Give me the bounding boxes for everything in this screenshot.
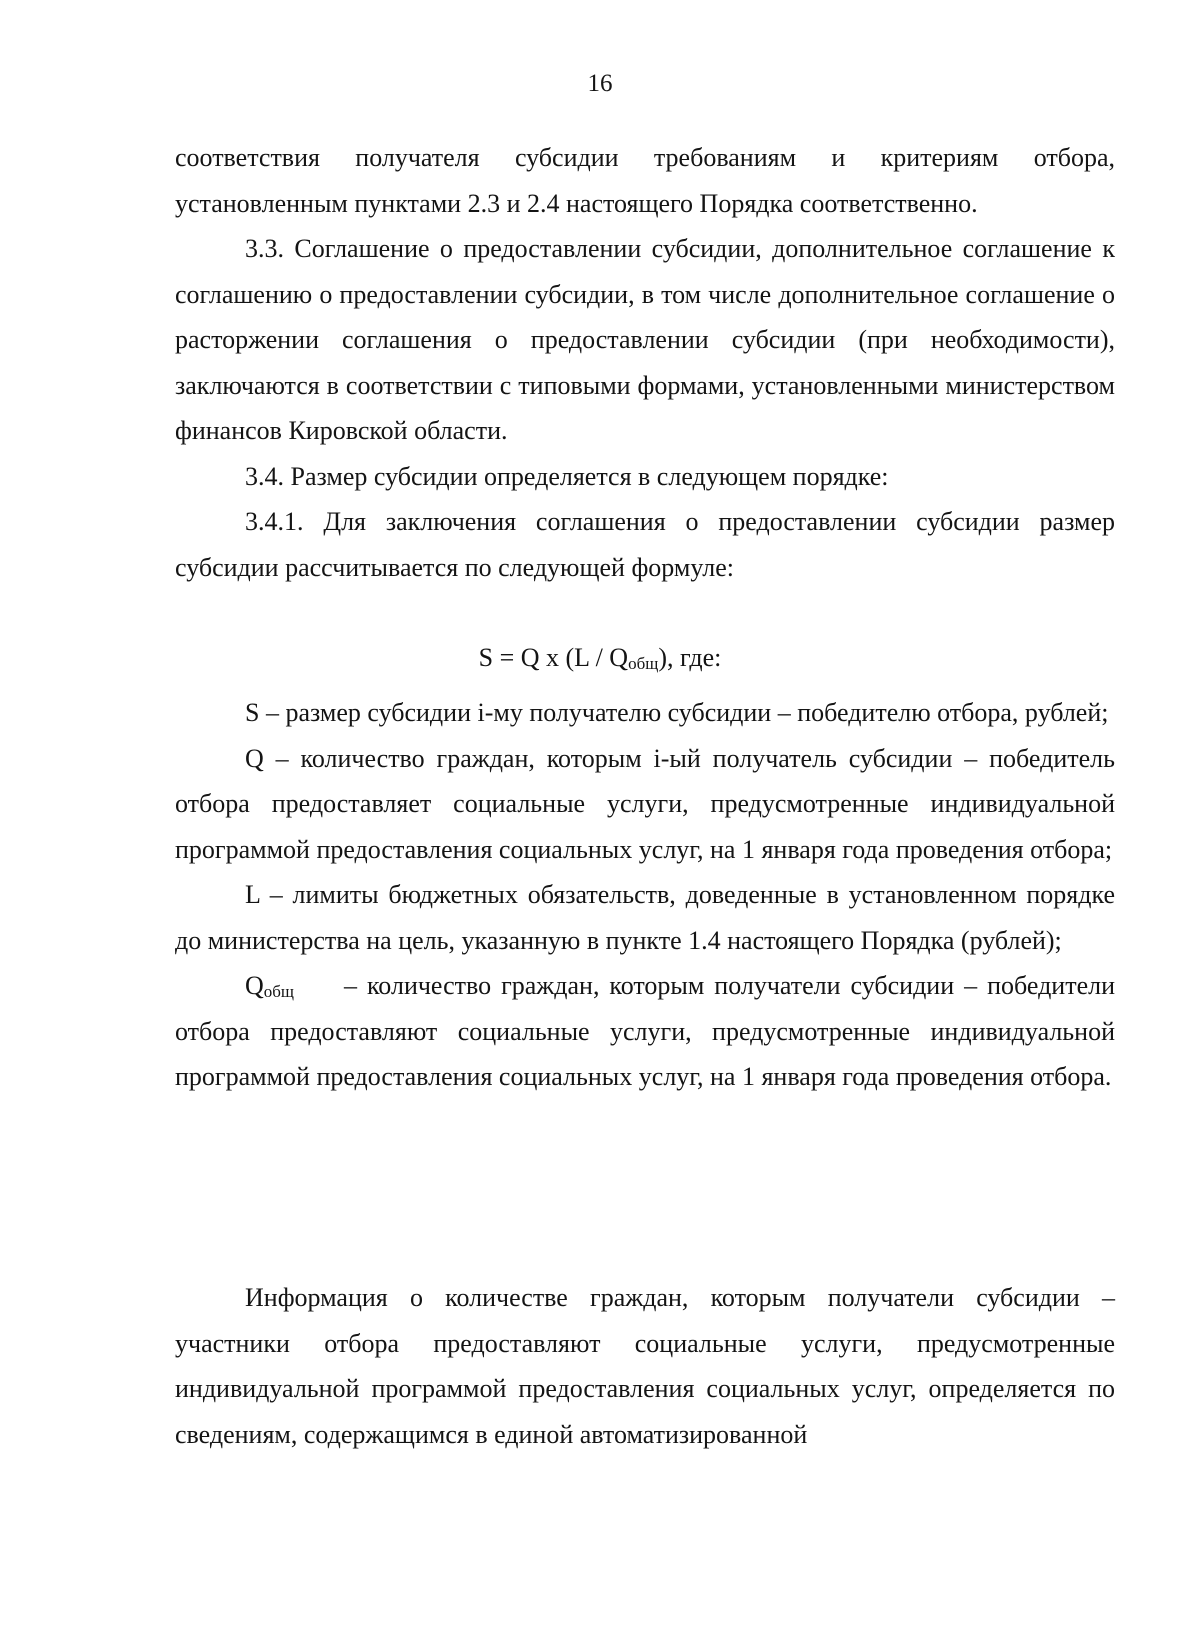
definition-q-total-symbol: Q <box>245 971 264 1000</box>
formula-main: S = Q х (L / Q <box>478 643 629 672</box>
paragraph-continuation <box>175 135 1115 226</box>
paragraph-block-3-3 <box>175 226 1115 590</box>
paragraph-3-4: 3.4. Размер субсидии определяется в следующем порядке: <box>245 461 889 491</box>
information-block <box>175 1275 1115 1457</box>
formula-tail: ), где: <box>658 643 722 672</box>
definition-s: S – размер субсидии i-му получателю субсидии – победителю отбора, рублей; <box>245 698 1109 727</box>
paragraph-3-3: 3.3. Соглашение о предоставлении субсидии, дополнительное соглашение к соглашению о предоставлении субсидии, в том числе дополнительное соглашение о расторжении соглашения о предоставлении субсидии (при необходимости), заключаются в соответствии с типовыми формами, установленными министерством финансов Кировской области. <box>175 234 1115 445</box>
definition-q: Q – количество граждан, которым i-ый получатель субсидии – победитель отбора предоставляет социальные услуги, предусмотренные индивидуальной программой предоставления социальных услуг, на 1 января года проведения отбора; <box>175 743 1115 864</box>
formula <box>0 635 1200 680</box>
paragraph-3-4-1: 3.4.1. Для заключения соглашения о предоставлении субсидии размер субсидии рассчитывается по следующей формуле: <box>175 507 1115 582</box>
definition-q-total-subscript: общ <box>263 982 295 1001</box>
definitions-block <box>175 690 1115 1100</box>
definition-l: L – лимиты бюджетных обязательств, доведенные в установленном порядке до министерства на цель, указанную в пункте 1.4 настоящего Порядка (рублей); <box>175 880 1115 955</box>
paragraph-information: Информация о количестве граждан, которым получатели субсидии – участники отбора предоставляют социальные услуги, предусмотренные индивидуальной программой предоставления социальных услуг, определяется по сведениям, содержащимся в единой автоматизированной <box>175 1283 1115 1449</box>
definition-q-total <box>175 963 1115 1100</box>
formula-subscript: общ <box>628 654 659 673</box>
paragraph-1: соответствия получателя субсидии требованиям и критериям отбора, установленным пунктами 2.3 и 2.4 настоящего Порядка соответственно. <box>175 143 1115 218</box>
page-number: 16 <box>587 70 613 97</box>
definition-q-total-text: – количество граждан, которым получатели субсидии – победители отбора предоставляют социальные услуги, предусмотренные индивидуальной программой предоставления социальных услуг, на 1 января года проведения отбора. <box>175 971 1115 1091</box>
